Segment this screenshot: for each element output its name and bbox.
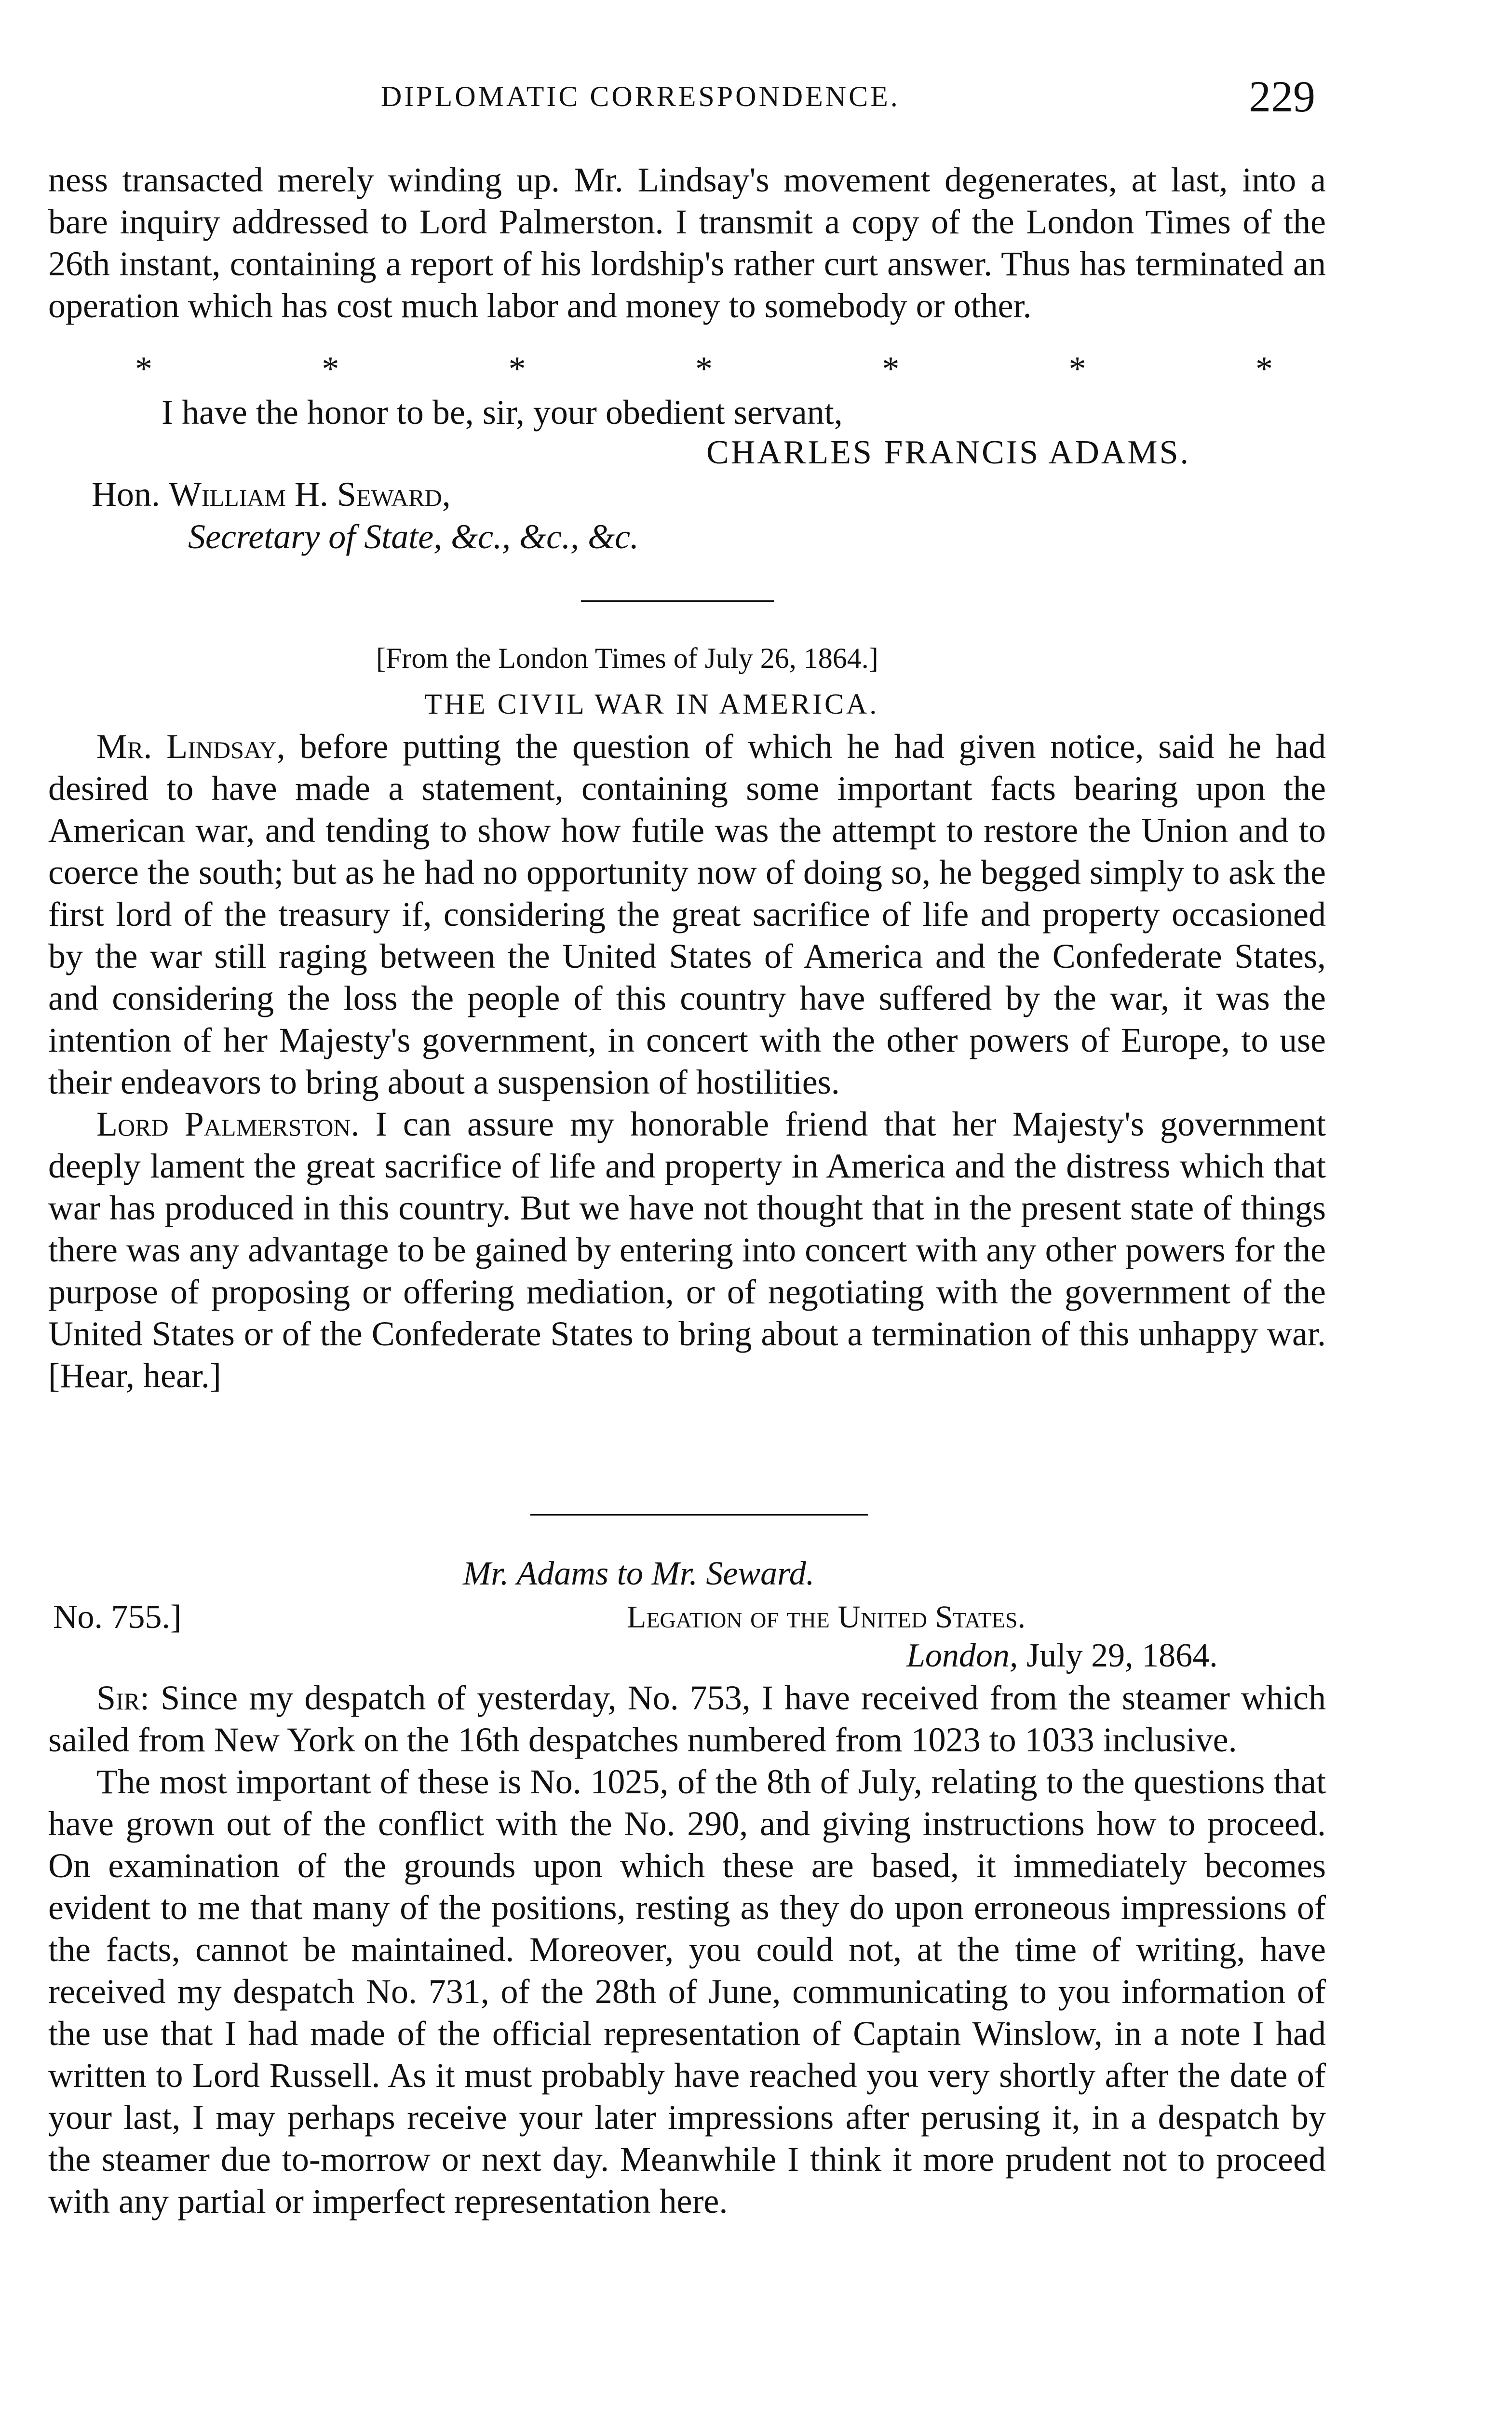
dateline <box>906 1635 1218 1677</box>
source-citation: [From the London Times of July 26, 1864.] <box>376 642 878 674</box>
legation-heading: Legation of the United States. <box>627 1599 1026 1635</box>
dispatch-number: No. 755.] <box>53 1598 182 1636</box>
paragraph-text: I can assure my honorable friend that her Majesty's government deeply lament the great sacrifice of life and property in America and the distress which that war has produced in this country. But we have not thought that in the present state of things there was any advantage to be gained by entering into concert with any other powers for the purpose of proposing or offering mediation, or of negotiating with the government of the United States or of the Confederate States to bring about a termination of this unhappy war. [Hear, hear.] <box>48 1105 1326 1395</box>
letter-paragraph: The most important of these is No. 1025, of the 8th of July, relating to the questions that have grown out of the conflict with the No. 290, and giving instructions how to proceed. On examination of the grounds upon which these are based, it immediately becomes evident to me that many of the positions, resting as they do upon erroneous impressions of the facts, cannot be maintained. Moreover, you could not, at the time of writing, have received my despatch No. 731, of the 28th of June, communicating to you information of the use that I had made of the official representation of Captain Winslow, in a note I had written to Lord Russell. As it must probably have reached you very shortly after the date of your last, I may perhaps receive your later impressions after perusing it, in a despatch by the steamer due to-morrow or next day. Meanwhile I think it more prudent not to proceed with any partial or imperfect representation here. <box>48 1762 1326 2221</box>
asterisk: * <box>695 350 713 388</box>
dateline-date: July 29, 1864. <box>1026 1637 1218 1674</box>
page-header <box>0 72 1512 121</box>
page-number: 229 <box>1249 72 1315 121</box>
letter-body <box>48 1677 1326 2222</box>
asterisk: * <box>135 350 152 388</box>
paragraph-text: Since my despatch of yesterday, No. 753, I have received from the steamer which sailed from New York on the 16th despatches numbered from 1023 to 1033 inclusive. <box>48 1679 1326 1759</box>
addressee <box>92 474 451 515</box>
lindsay-paragraph <box>48 726 1326 1103</box>
article-title: THE CIVIL WAR IN AMERICA. <box>424 688 879 720</box>
section-divider <box>530 1514 868 1516</box>
salutation: Sir: <box>96 1679 150 1717</box>
article-body <box>48 726 1326 1397</box>
letter-heading: Mr. Adams to Mr. Seward. <box>463 1555 815 1592</box>
letter-paragraph <box>48 1677 1326 1761</box>
asterisk: * <box>882 350 900 388</box>
addressee-prefix: Hon. <box>92 475 160 514</box>
section-divider <box>581 600 774 602</box>
addressee-name: William H. Seward, <box>169 475 451 514</box>
asterisk: * <box>322 350 339 388</box>
asterisk: * <box>1255 350 1273 388</box>
closing-line: I have the honor to be, sir, your obedient servant, <box>162 393 843 432</box>
addressee-title: Secretary of State, &c., &c., &c. <box>188 517 639 556</box>
speaker-name: Lord Palmerston. <box>96 1105 360 1143</box>
speaker-name: Mr. Lindsay, <box>96 727 285 766</box>
asterisk: * <box>1068 350 1086 388</box>
continuation-paragraph: ness transacted merely winding up. Mr. Lindsay's movement degenerates, at last, into a bare inquiry addressed to Lord Palmerston. I transmit a copy of the London Times of the 26th instant, containing a report of his lordship's rather curt answer. Thus has terminated an operation which has cost much labor and money to somebody or other. <box>48 161 1326 325</box>
asterisk: * <box>508 350 526 388</box>
signature: CHARLES FRANCIS ADAMS. <box>706 434 1191 471</box>
letter-continuation <box>48 159 1326 327</box>
dateline-city: London, <box>906 1637 1018 1674</box>
running-head: DIPLOMATIC CORRESPONDENCE. <box>381 81 900 112</box>
closing-block <box>48 392 1326 433</box>
paragraph-text: before putting the question of which he had given notice, said he had desired to have made a statement, containing some important facts bearing upon the American war, and tending to show how futile was the attempt to restore the Union and to coerce the south; but as he had no opportunity now of doing so, he begged simply to ask the first lord of the treasury if, considering the great sacrifice of life and property occasioned by the war still raging between the United States of America and the Confederate States, and considering the loss the people of this country have suffered by the war, it was the intention of her Majesty's government, in concert with the other powers of Europe, to use their endeavors to bring about a suspension of hostilities. <box>48 727 1326 1101</box>
palmerston-paragraph <box>48 1103 1326 1397</box>
ellipsis-asterisks <box>135 350 1273 388</box>
